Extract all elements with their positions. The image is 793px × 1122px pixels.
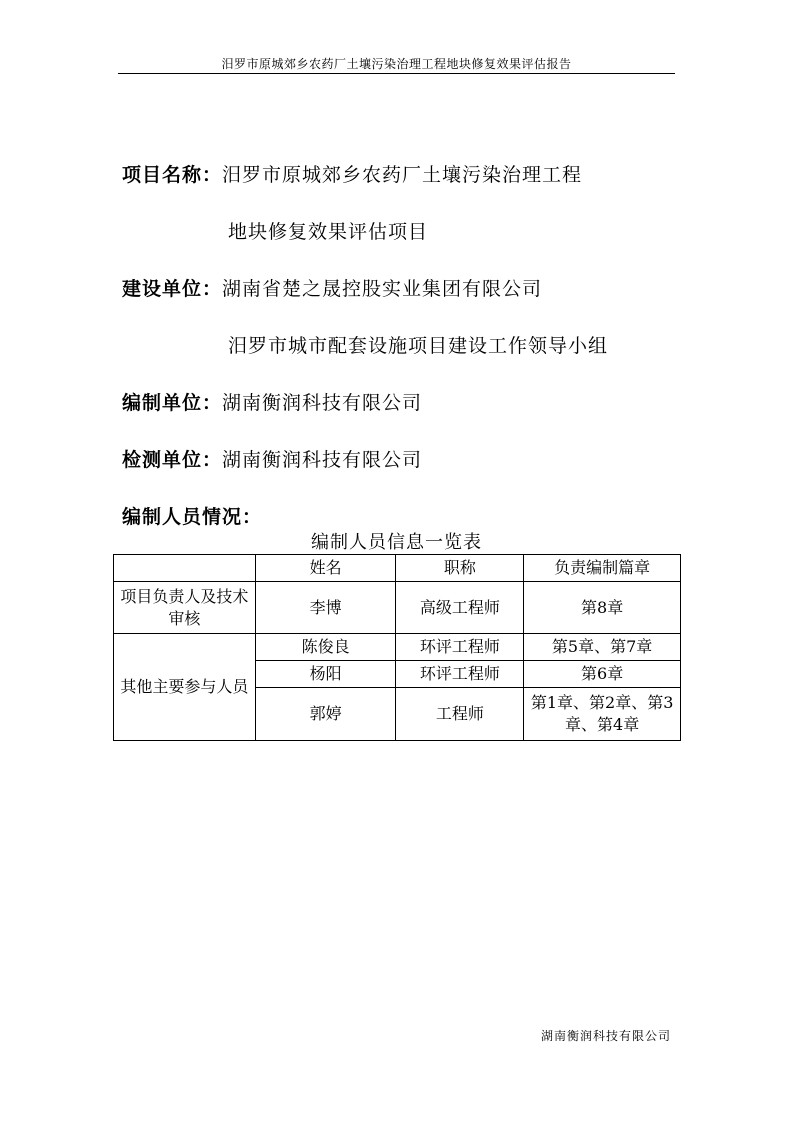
chapters-cell: 第5章、第7章 [524, 634, 681, 661]
testing-unit-field [122, 445, 422, 472]
construction-unit-value-line2: 汨罗市城市配套设施项目建设工作领导小组 [228, 335, 609, 357]
staff-heading [122, 502, 262, 529]
construction-unit-value-line1: 湖南省楚之晟控股实业集团有限公司 [222, 278, 543, 300]
compiling-unit-field [122, 388, 422, 415]
header-name: 姓名 [255, 555, 396, 582]
name-cell: 杨阳 [255, 661, 396, 688]
project-name-label: 项目名称： [122, 164, 223, 186]
chapters-cell: 第6章 [524, 661, 681, 688]
project-name-value-line1: 汨罗市原城郊乡农药厂土壤污染治理工程 [222, 164, 583, 186]
title-cell: 环评工程师 [396, 634, 524, 661]
name-cell: 郭婷 [255, 688, 396, 741]
role-cell: 其他主要参与人员 [114, 634, 256, 741]
project-name-value-line2: 地块修复效果评估项目 [228, 221, 429, 243]
staff-heading-label: 编制人员情况： [122, 506, 263, 528]
name-cell: 陈俊良 [255, 634, 396, 661]
footer-company: 湖南衡润科技有限公司 [540, 1029, 671, 1043]
construction-unit-label: 建设单位： [122, 278, 223, 300]
role-cell: 项目负责人及技术审核 [114, 582, 256, 634]
compiling-unit-label: 编制单位： [122, 392, 223, 414]
testing-unit-label: 检测单位： [122, 449, 223, 471]
staff-table [113, 554, 681, 741]
table-header-row [114, 555, 681, 582]
chapters-cell: 第1章、第2章、第3章、第4章 [524, 688, 681, 741]
table-row [114, 634, 681, 661]
header-chapters: 负责编制篇章 [524, 555, 681, 582]
header-divider [118, 73, 675, 74]
header-title: 职称 [396, 555, 524, 582]
running-header: 汨罗市原城郊乡农药厂土壤污染治理工程地块修复效果评估报告 [221, 57, 572, 71]
compiling-unit-value: 湖南衡润科技有限公司 [222, 392, 423, 414]
title-cell: 高级工程师 [396, 582, 524, 634]
title-cell: 工程师 [396, 688, 524, 741]
project-name-field [122, 160, 582, 187]
name-cell: 李博 [255, 582, 396, 634]
header-role [114, 555, 256, 582]
table-row [114, 582, 681, 634]
table-caption: 编制人员信息一览表 [311, 532, 482, 553]
title-cell: 环评工程师 [396, 661, 524, 688]
chapters-cell: 第8章 [524, 582, 681, 634]
construction-unit-field [122, 274, 542, 301]
testing-unit-value: 湖南衡润科技有限公司 [222, 449, 423, 471]
